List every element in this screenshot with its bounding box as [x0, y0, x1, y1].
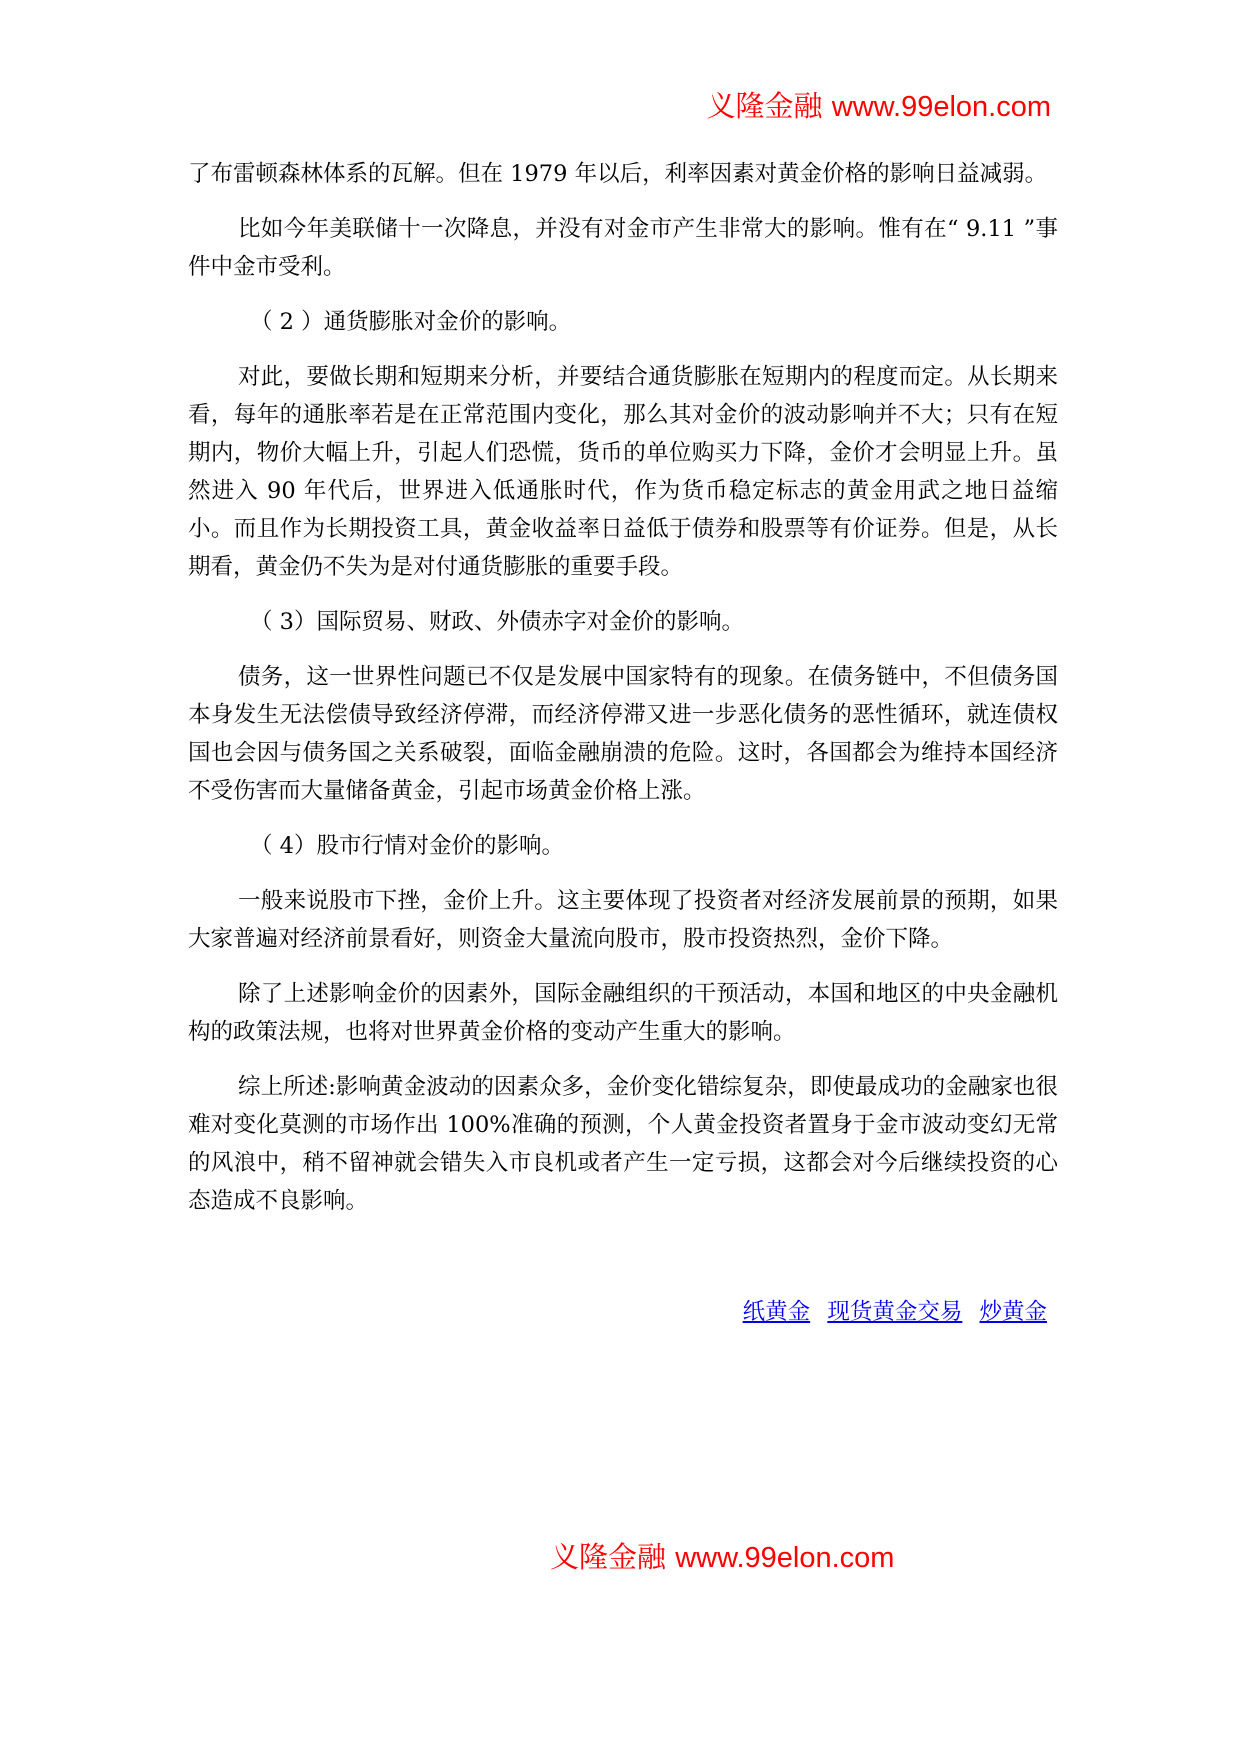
- header-brand-name: 义隆金融: [706, 89, 823, 123]
- footer-watermark: [550, 1540, 895, 1574]
- section-heading-trade-deficit: （ 3）国际贸易、财政、外债赤字对金价的影响。: [250, 609, 744, 635]
- footer-brand-name: 义隆金融: [550, 1540, 667, 1574]
- paragraph-fed-rate-cuts: 比如今年美联储十一次降息，并没有对金市产生非常大的影响。惟有在“ 9.11 ”事件中金市受利。: [188, 216, 1058, 280]
- link-paper-gold[interactable]: 纸黄金: [742, 1299, 811, 1325]
- footer-brand-url: www.99elon.com: [675, 1542, 895, 1574]
- link-gold-trading[interactable]: 炒黄金: [979, 1299, 1047, 1325]
- related-links: [733, 1293, 1047, 1331]
- paragraph-stock-market-analysis: 一般来说股市下挫，金价上升。这主要体现了投资者对经济发展前景的预期，如果大家普遍对经济前景看好，则资金大量流向股市，股市投资热烈，金价下降。: [188, 888, 1058, 952]
- paragraph-interest-rate-continued: 了布雷顿森林体系的瓦解。但在 1979 年以后，利率因素对黄金价格的影响日益减弱。: [188, 161, 1048, 187]
- article-body: [188, 155, 1058, 1237]
- link-spot-gold-trading[interactable]: 现货黄金交易: [827, 1299, 963, 1325]
- header-watermark: [706, 89, 1051, 123]
- paragraph-other-factors: 除了上述影响金价的因素外，国际金融组织的干预活动，本国和地区的中央金融机构的政策法规，也将对世界黄金价格的变动产生重大的影响。: [188, 981, 1058, 1045]
- paragraph-debt-analysis: 债务，这一世界性问题已不仅是发展中国家特有的现象。在债务链中，不但债务国本身发生无法偿债导致经济停滞，而经济停滞又进一步恶化债务的恶性循环，就连债权国也会因与债务国之关系破裂，面临金融崩溃的危险。这时，各国都会为维持本国经济不受伤害而大量储备黄金，引起市场黄金价格上涨。: [188, 664, 1058, 804]
- section-heading-stock-market: （ 4）股市行情对金价的影响。: [250, 833, 564, 859]
- header-brand-url: www.99elon.com: [831, 91, 1051, 123]
- paragraph-conclusion: 综上所述:影响黄金波动的因素众多，金价变化错综复杂，即使最成功的金融家也很难对变化莫测的市场作出 100%准确的预测，个人黄金投资者置身于金市波动变幻无常的风浪中，稍不留神就会错失入市良机或者产生一定亏损，这都会对今后继续投资的心态造成不良影响。: [188, 1074, 1058, 1214]
- paragraph-inflation-analysis: 对此，要做长期和短期来分析，并要结合通货膨胀在短期内的程度而定。从长期来看，每年的通胀率若是在正常范围内变化，那么其对金价的波动影响并不大；只有在短期内，物价大幅上升，引起人们恐慌，货币的单位购买力下降，金价才会明显上升。虽然进入 90 年代后，世界进入低通胀时代，作为货币稳定标志的黄金用武之地日益缩小。而且作为长期投资工具，黄金收益率日益低于债券和股票等有价证券。但是，从长期看，黄金仍不失为是对付通货膨胀的重要手段。: [188, 364, 1058, 580]
- section-heading-inflation: （ 2 ）通货膨胀对金价的影响。: [250, 309, 572, 335]
